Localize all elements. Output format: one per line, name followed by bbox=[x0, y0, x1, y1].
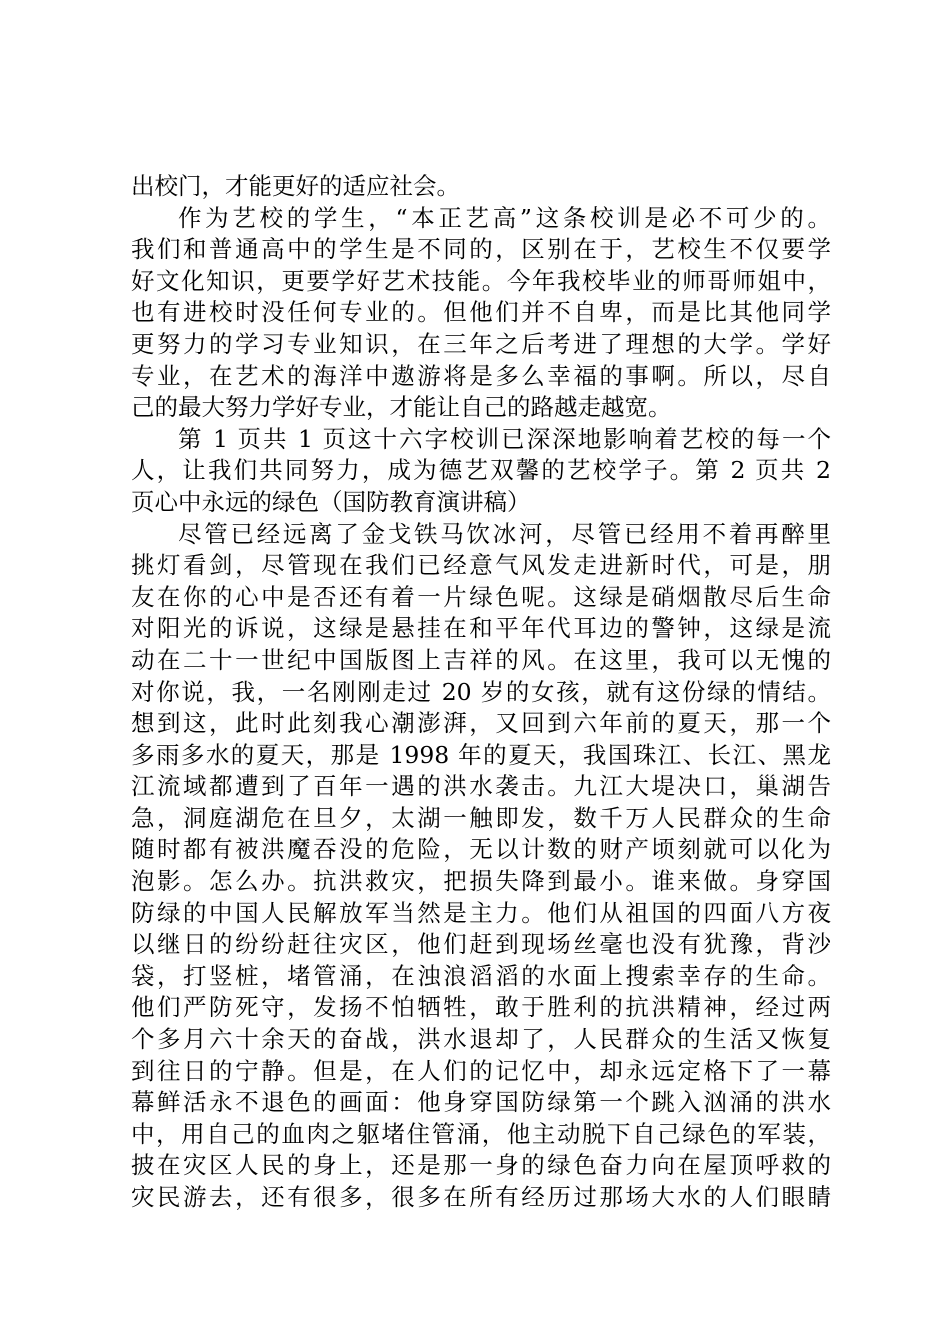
body-text bbox=[131, 171, 831, 1214]
text-line: 中，用自己的血肉之躯堵住管涌，他主动脱下自己绿色的军装， bbox=[131, 1119, 831, 1148]
text-line: 到往日的宁静。但是，在人们的记忆中，却永远定格下了一幕 bbox=[131, 1056, 831, 1085]
text-line: 随时都有被洪魔吞没的危险，无以计数的财产顷刻就可以化为 bbox=[131, 835, 831, 864]
text-line: 以继日的纷纷赶往灾区，他们赶到现场丝毫也没有犹豫，背沙 bbox=[131, 930, 831, 959]
text-line: 动在二十一世纪中国版图上吉祥的风。在这里，我可以无愧的 bbox=[131, 645, 831, 674]
paragraph-start-line: 尽管已经远离了金戈铁马饮冰河，尽管已经用不着再醉里 bbox=[178, 519, 831, 548]
text-line: 江流域都遭到了百年一遇的洪水袭击。九江大堤决口，巢湖告 bbox=[131, 772, 831, 801]
text-line: 泡影。怎么办。抗洪救灾，把损失降到最小。谁来做。身穿国 bbox=[131, 867, 831, 896]
text-line: 我们和普通高中的学生是不同的，区别在于，艺校生不仅要学 bbox=[131, 235, 831, 264]
text-line: 灾民游去，还有很多，很多在所有经历过那场大水的人们眼睛 bbox=[131, 1183, 831, 1211]
text-line: 多雨多水的夏天，那是 1998 年的夏天，我国珠江、长江、黑龙 bbox=[131, 740, 831, 769]
text-line: 对阳光的诉说，这绿是悬挂在和平年代耳边的警钟，这绿是流 bbox=[131, 614, 831, 643]
paragraph-start-line: 第 1 页共 1 页这十六字校训已深深地影响着艺校的每一个 bbox=[178, 424, 831, 453]
text-line: 想到这，此时此刻我心潮澎湃，又回到六年前的夏天，那一个 bbox=[131, 709, 831, 738]
text-line: 防绿的中国人民解放军当然是主力。他们从祖国的四面八方夜 bbox=[131, 898, 831, 927]
text-line: 更努力的学习专业知识，在三年之后考进了理想的大学。学好 bbox=[131, 329, 831, 358]
text-line: 友在你的心中是否还有着一片绿色呢。这绿是硝烟散尽后生命 bbox=[131, 582, 831, 611]
text-line: 好文化知识，更要学好艺术技能。今年我校毕业的师哥师姐中， bbox=[131, 266, 831, 295]
text-line: 专业，在艺术的海洋中遨游将是多么幸福的事啊。所以，尽自 bbox=[131, 361, 831, 390]
text-line: 对你说，我，一名刚刚走过 20 岁的女孩，就有这份绿的情结。 bbox=[131, 677, 831, 706]
text-line: 个多月六十余天的奋战，洪水退却了，人民群众的生活又恢复 bbox=[131, 1025, 831, 1054]
text-line: 己的最大努力学好专业，才能让自己的路越走越宽。 bbox=[131, 393, 672, 422]
text-line: 人，让我们共同努力，成为德艺双馨的艺校学子。第 2 页共 2 bbox=[131, 456, 831, 485]
text-line: 幕鲜活永不退色的画面：他身穿国防绿第一个跳入汹涌的洪水 bbox=[131, 1088, 831, 1117]
text-line: 页心中永远的绿色（国防教育演讲稿） bbox=[131, 487, 531, 516]
text-line: 也有进校时没任何专业的。但他们并不自卑，而是比其他同学 bbox=[131, 298, 831, 327]
text-line: 急，洞庭湖危在旦夕，太湖一触即发，数千万人民群众的生命 bbox=[131, 803, 831, 832]
text-line: 挑灯看剑，尽管现在我们已经意气风发走进新时代，可是，朋 bbox=[131, 551, 831, 580]
paragraph-start-line: 作为艺校的学生，“本正艺高”这条校训是必不可少的。 bbox=[178, 203, 831, 232]
text-line: 袋，打竖桩，堵管涌，在浊浪滔滔的水面上搜索幸存的生命。 bbox=[131, 961, 831, 990]
text-line: 他们严防死守，发扬不怕牺牲，敢于胜利的抗洪精神，经过两 bbox=[131, 993, 831, 1022]
text-line: 出校门，才能更好的适应社会。 bbox=[131, 172, 460, 200]
text-line: 披在灾区人民的身上，还是那一身的绿色奋力向在屋顶呼救的 bbox=[131, 1151, 831, 1180]
